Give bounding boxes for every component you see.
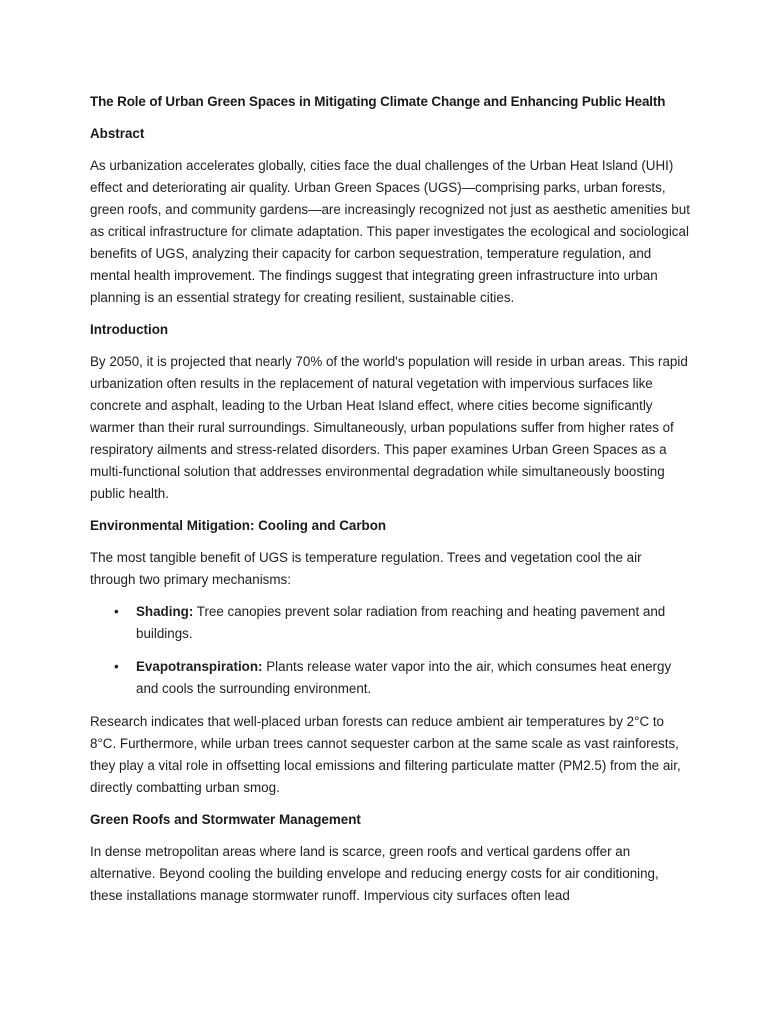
document-title: The Role of Urban Green Spaces in Mitigating Climate Change and Enhancing Public Health: [90, 94, 666, 109]
list-item-text: Tree canopies prevent solar radiation from reaching and heating pavement and buildings.: [136, 604, 666, 641]
research-paragraph: Research indicates that well-placed urban forests can reduce ambient air temperatures by 2°C to 8°C. Furthermore, while urban trees cannot sequester carbon at the same scale as vast rainforests, they play a vital role in offsetting local emissions and filtering particulate matter (PM2.5) from the air, directly combatting urban smog.: [90, 714, 681, 795]
mitigation-intro-paragraph: The most tangible benefit of UGS is temperature regulation. Trees and vegetation cool the air through two primary mechanisms:: [90, 550, 642, 587]
abstract-heading: Abstract: [90, 126, 145, 141]
list-item: [90, 601, 690, 645]
mechanisms-list: [90, 601, 690, 700]
bullet-icon: •: [114, 604, 119, 619]
mitigation-heading: Environmental Mitigation: Cooling and Carbon: [90, 518, 387, 533]
list-item-term: Evapotranspiration:: [136, 659, 263, 674]
introduction-paragraph: By 2050, it is projected that nearly 70% of the world's population will reside in urban areas. This rapid urbanization often results in the replacement of natural vegetation with impervious surfaces like concrete and asphalt, leading to the Urban Heat Island effect, where cities become significantly warmer than their rural surroundings. Simultaneously, urban populations suffer from higher rates of respiratory ailments and stress-related disorders. This paper examines Urban Green Spaces as a multi-functional solution that addresses environmental degradation while simultaneously boosting public health.: [90, 354, 688, 501]
list-item-text: Plants release water vapor into the air, which consumes heat energy and cools the surrounding environment.: [136, 659, 672, 696]
bullet-icon: •: [114, 659, 119, 674]
list-item: [90, 656, 690, 700]
green-roofs-heading: Green Roofs and Stormwater Management: [90, 812, 361, 827]
list-item-term: Shading:: [136, 604, 194, 619]
abstract-paragraph: As urbanization accelerates globally, cities face the dual challenges of the Urban Heat Island (UHI) effect and deteriorating air quality. Urban Green Spaces (UGS)—comprising parks, urban forests, green roofs, and community gardens—are increasingly recognized not just as aesthetic amenities but as critical infrastructure for climate adaptation. This paper investigates the ecological and sociological benefits of UGS, analyzing their capacity for carbon sequestration, temperature regulation, and mental health improvement. The findings suggest that integrating green infrastructure into urban planning is an essential strategy for creating resilient, sustainable cities.: [90, 158, 690, 305]
introduction-heading: Introduction: [90, 322, 169, 337]
document-page: [90, 91, 690, 917]
green-roofs-paragraph: In dense metropolitan areas where land is scarce, green roofs and vertical gardens offer an alternative. Beyond cooling the building envelope and reducing energy costs for air conditioning, these installations manage stormwater runoff. Impervious city surfaces often lead: [90, 844, 659, 903]
